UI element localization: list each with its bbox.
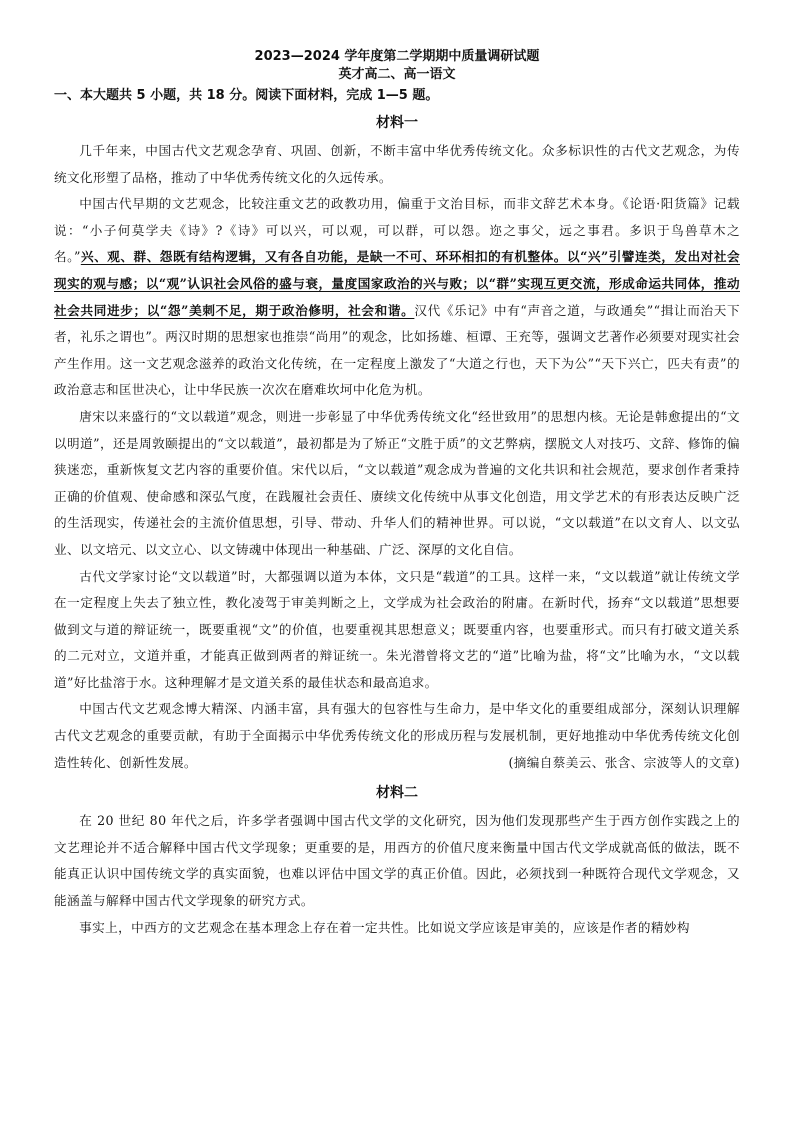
source-note: (摘编自蔡美云、张含、宗波等人的文章) xyxy=(508,754,740,770)
material1-paragraph-3: 唐宋以来盛行的“文以载道”观念，则进一步彰显了中华优秀传统文化“经世致用”的思想内核。无论是韩愈提出的“文以明道”，还是周敦颐提出的“文以载道”，最初都是为了矫正“文胜于质”的文艺弊病，摆脱文人对技巧、文辞、修饰的偏狭迷恋，重新恢复文艺内容的重要价值。宋代以后，“文以载道”观念成为普遍的文化共识和社会规范，要求创作者秉持正确的价值观、使命感和深弘气度，在践履社会责任、赓续文化传统中从事文化创造，用文学艺术的有形表达反映广泛的生活现实，传递社会的主流价值思想，引导、带动、升华人们的精神世界。可以说，“文以载道”在以文育人、以文弘业、以文培元、以文立心、以文铸魂中体现出一种基础、广泛、深厚的文化自信。 xyxy=(54,408,740,557)
paragraph-5-text: 中国古代文艺观念博大精深、内涵丰富，具有强大的包容性与生命力，是中华文化的重要组成部分，深刻认识理解古代文艺观念的重要贡献，有助于全面揭示中华优秀传统文化的形成历程与发展机制，更好地推动中华优秀传统文化创造性转化、创新性发展。 xyxy=(54,701,740,770)
section-heading: 一、本大题共 5 小题，共 18 分。阅读下面材料，完成 1—5 题。 xyxy=(54,88,439,103)
material1-paragraph-5 xyxy=(54,696,740,776)
paragraph-2-intro: 中国古代早期的文艺观念，比较注重文艺的政教功用，偏重于文治目标，而非文辞艺术本身。《论语·阳货篇》记载说：“小子何莫学夫《诗》?《诗》可以兴，可以观，可以群，可以怨。迩之事父，远之事君。多识于鸟兽草木之名。” xyxy=(54,196,740,265)
material2-paragraph-1: 在 20 世纪 80 年代之后，许多学者强调中国古代文学的文化研究，因为他们发现那些产生于西方创作实践之上的文艺理论并不适合解释中国古代文学现象；更重要的是，用西方的价值尺度来衡量中国古代文学成就高低的做法，既不能真正认识中国传统文学的真实面貌，也难以评估中国文学的真正价值。因此，必须找到一种既符合现代文学观念，又能涵盖与解释中国古代文学现象的研究方式。 xyxy=(54,813,740,909)
material1-paragraph-1: 几千年来，中国古代文艺观念孕育、巩固、创新，不断丰富中华优秀传统文化。众多标识性的古代文艺观念，为传统文化形塑了品格，推动了中华优秀传统文化的久远传承。 xyxy=(54,143,740,185)
exam-title: 2023—2024 学年度第二学期期中质量调研试题 xyxy=(254,49,540,64)
exam-subtitle: 英才高二、高一语文 xyxy=(338,67,456,82)
material1-paragraph-2 xyxy=(54,191,740,404)
material2-title: 材料二 xyxy=(376,785,418,802)
material1-paragraph-4: 古代文学家讨论“文以载道”时，大都强调以道为本体，文只是“载道”的工具。这样一来，“文以载道”就让传统文学在一定程度上失去了独立性，教化凌驾于审美判断之上，文学成为社会政治的附庸。在新时代，扬弃“文以载道”思想要做到文与道的辩证统一，既要重视“文”的价值，也要重视其思想意义；既要重内容，也要重形式。而只有打破文道关系的二元对立，文道并重，才能真正做到两者的辩证统一。朱光潜曾将文艺的“道”比喻为盐，将“文”比喻为水，“文以载道”好比盐溶于水。这种理解才是文道关系的最佳状态和最高追求。 xyxy=(54,568,740,690)
material1-title: 材料一 xyxy=(376,115,418,131)
paragraph-2-rest: 汉代《乐记》中有“声音之道，与政通矣”“揖让而治天下者，礼乐之谓也”。两汉时期的思想家也推崇“尚用”的观念，比如扬雄、桓谭、王充等，强调文艺著作必须要对现实社会产生作用。这一文艺观念滋养的政治文化传统，在一定程度上激发了“大道之行也，天下为公”“天下兴亡，匹夫有责”的政治意志和匡世决心，让中华民族一次次在磨难坎坷中化危为机。 xyxy=(54,302,740,398)
material2-paragraph-2: 事实上，中西方的文艺观念在基本理念上存在着一定共性。比如说文学应该是审美的，应该是作者的精妙构 xyxy=(79,919,690,935)
underlined-passage: 兴、观、群、怨既有结构逻辑，又有各自功能，是缺一不可、环环相扣的有机整体。以“兴”引譬连类，发出对社会现实的观与感；以“观”认识社会风俗的盛与衰，量度国家政治的兴与败；以“群”实现互更交流，形成命运共同体，推动社会共同进步；以“怨”美刺不足，期于政治修明，社会和谐。 xyxy=(54,249,740,318)
